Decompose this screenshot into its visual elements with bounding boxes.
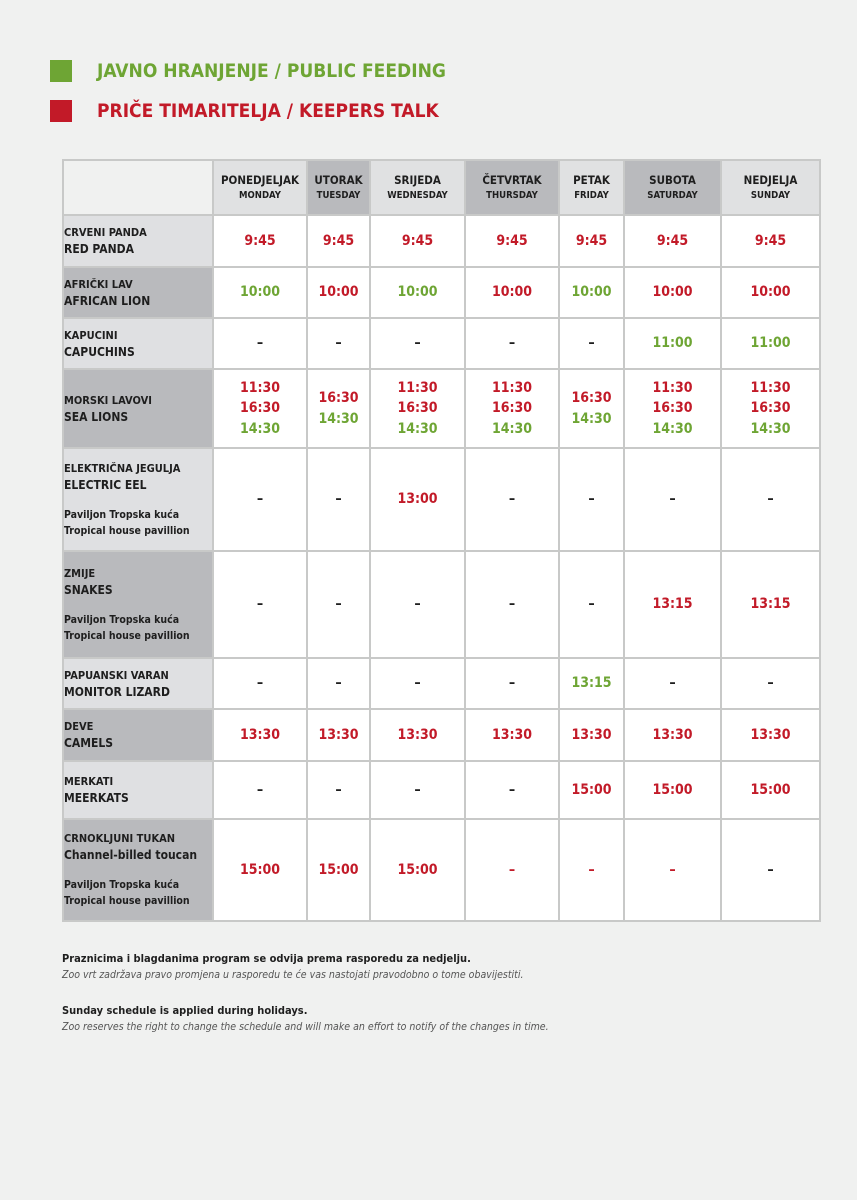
keepers-talk-time: 10:00 (652, 284, 693, 301)
no-event-dash: – (588, 335, 595, 352)
schedule-cell (559, 448, 624, 551)
keepers-talk-time: 13:30 (750, 726, 791, 743)
no-event-dash: – (414, 335, 421, 352)
schedule-cell (213, 819, 307, 921)
no-event-dash: – (414, 781, 421, 798)
no-event-dash: – (767, 491, 774, 508)
keepers-talk-time: 11:30 (750, 379, 791, 396)
public-feeding-time: 10:00 (571, 284, 612, 301)
schedule-cell (307, 318, 370, 369)
keepers-talk-time: 13:15 (750, 596, 791, 613)
schedule-cell (370, 369, 465, 448)
pavilion-note (64, 877, 212, 909)
public-feeding-time: 14:30 (491, 420, 533, 437)
schedule-cell (370, 819, 465, 921)
schedule-cell (213, 658, 307, 709)
schedule-cell (624, 551, 721, 658)
schedule-table (62, 159, 821, 922)
keepers-talk-time: 13:30 (491, 726, 533, 743)
schedule-cell (465, 709, 559, 761)
animal-name-hr: MORSKI LAVOVI (64, 393, 152, 407)
public-feeding-time: 11:00 (750, 335, 791, 352)
animal-name-hr: PAPUANSKI VARAN (64, 668, 169, 682)
public-feeding-time: 13:15 (571, 675, 612, 692)
keepers-talk-time: 11:30 (491, 379, 533, 396)
pavilion-line: Paviljon Tropska kuća (64, 508, 180, 521)
no-event-dash: – (588, 491, 595, 508)
animal-name-hr: DEVE (64, 720, 94, 733)
day-name-en: SATURDAY (647, 189, 698, 201)
schedule-cell (213, 761, 307, 819)
red-square-icon (50, 100, 72, 122)
schedule-cell (624, 267, 721, 318)
no-event-dash: – (508, 335, 516, 352)
animal-name-en: MEERKATS (64, 791, 129, 805)
day-name-hr: NEDJELJA (743, 172, 798, 187)
legend-public-feeding (50, 51, 446, 91)
keepers-talk-time: 13:00 (397, 491, 438, 508)
schedule-cell (370, 448, 465, 551)
schedule-cell (624, 819, 721, 921)
animal-cell (63, 369, 213, 448)
schedule-cell (213, 448, 307, 551)
no-event-dash: – (414, 596, 421, 613)
animal-cell (63, 761, 213, 819)
schedule-cell (370, 551, 465, 658)
schedule-cell (465, 318, 559, 369)
green-square-icon (50, 60, 72, 82)
schedule-cell (213, 215, 307, 267)
table-row (63, 448, 820, 551)
no-event-dash: – (256, 491, 264, 508)
schedule-cell (721, 267, 820, 318)
day-name-hr: PONEDJELJAK (220, 172, 300, 187)
schedule-cell (559, 551, 624, 658)
schedule-cell (307, 448, 370, 551)
schedule-cell (307, 267, 370, 318)
schedule-cell (721, 448, 820, 551)
schedule-cell (721, 551, 820, 658)
schedule-cell (307, 709, 370, 761)
keepers-talk-time: 16:30 (750, 400, 791, 417)
day-name-hr: ČETVRTAK (482, 172, 542, 187)
public-feeding-time: 14:30 (750, 420, 791, 437)
header-row (63, 160, 820, 215)
keepers-talk-time: 16:30 (239, 400, 281, 417)
schedule-cell (559, 215, 624, 267)
pavilion-note (64, 507, 212, 539)
schedule-cell (624, 658, 721, 709)
no-event-dash: – (669, 675, 676, 692)
animal-name-en: SNAKES (64, 582, 113, 597)
day-header-thursday (465, 160, 559, 215)
animal-name-hr: CRVENI PANDA (64, 226, 147, 239)
schedule-cell (465, 369, 559, 448)
day-name-hr: SUBOTA (649, 172, 696, 187)
table-row (63, 761, 820, 819)
no-event-dash: – (508, 491, 516, 508)
schedule-cell (213, 369, 307, 448)
schedule-cell (465, 819, 559, 921)
keepers-talk-time: 9:45 (656, 232, 689, 249)
schedule-cell (465, 267, 559, 318)
animal-name-en: AFRICAN LION (64, 293, 151, 308)
animal-name-en: Channel-billed toucan (64, 848, 198, 862)
legend-keepers-talk-label: PRIČE TIMARITELJA / KEEPERS TALK (97, 100, 439, 122)
animal-name-hr: AFRIČKI LAV (64, 277, 133, 291)
pavilion-line: Tropical house pavillion (64, 895, 190, 907)
no-event-dash: – (256, 781, 264, 798)
day-name-hr: UTORAK (314, 172, 363, 187)
no-event-dash: – (256, 675, 264, 692)
table-row (63, 318, 820, 369)
keepers-talk-time: 16:30 (397, 400, 438, 417)
note-hr-holidays: Praznicima i blagdanima program se odvija prema rasporedu za nedjelju. (62, 952, 471, 965)
keepers-talk-time: 11:30 (652, 379, 693, 396)
keepers-talk-time: 15:00 (750, 781, 791, 798)
day-name-hr: SRIJEDA (394, 172, 441, 187)
animal-name-hr: ELEKTRIČNA JEGULJA (64, 461, 181, 475)
day-name-en: THURSDAY (486, 189, 538, 201)
pavilion-line: Paviljon Tropska kuća (64, 613, 180, 626)
animal-name-hr: MERKATI (64, 775, 114, 788)
schedule-body (63, 215, 820, 921)
public-feeding-time: 14:30 (397, 420, 438, 437)
day-header-wednesday (370, 160, 465, 215)
day-name-en: SUNDAY (750, 189, 791, 201)
no-event-dash: – (335, 596, 342, 613)
day-header-friday (559, 160, 624, 215)
keepers-talk-time: 9:45 (575, 232, 608, 249)
day-header-saturday (624, 160, 721, 215)
public-feeding-time: 10:00 (397, 284, 438, 301)
schedule-cell (213, 551, 307, 658)
no-event-dash: – (767, 861, 774, 878)
schedule-cell (213, 318, 307, 369)
schedule-cell (465, 658, 559, 709)
schedule-cell (307, 369, 370, 448)
day-name-en: TUESDAY (316, 189, 361, 201)
schedule-cell (465, 215, 559, 267)
day-header-sunday (721, 160, 820, 215)
keepers-talk-time: 9:45 (754, 232, 787, 249)
public-feeding-time: 11:00 (652, 335, 693, 352)
animal-name-en: SEA LIONS (64, 409, 129, 424)
schedule-cell (370, 709, 465, 761)
no-event-dash: – (414, 675, 421, 692)
schedule-cell (559, 369, 624, 448)
keepers-talk-time: 13:30 (397, 726, 438, 743)
schedule-cell (624, 318, 721, 369)
schedule-cell (213, 709, 307, 761)
keepers-talk-time: 16:30 (491, 400, 533, 417)
schedule-cell (307, 215, 370, 267)
keepers-talk-time: 13:15 (652, 596, 693, 613)
animal-cell (63, 551, 213, 658)
schedule-cell (624, 709, 721, 761)
animal-cell (63, 658, 213, 709)
note-hr-disclaimer: Zoo vrt zadržava pravo promjena u rasporedu te će vas nastojati pravodobno o tome obavijestiti. (62, 969, 524, 981)
schedule-cell (721, 819, 820, 921)
schedule-cell (721, 215, 820, 267)
no-event-dash: – (335, 781, 342, 798)
schedule-cell (721, 318, 820, 369)
pavilion-note (64, 612, 212, 644)
schedule-cell (721, 761, 820, 819)
no-event-dash: – (588, 861, 595, 878)
schedule-cell (370, 761, 465, 819)
schedule-cell (624, 761, 721, 819)
table-row (63, 267, 820, 318)
legend-public-feeding-label: JAVNO HRANJENJE / PUBLIC FEEDING (97, 60, 446, 82)
pavilion-line: Paviljon Tropska kuća (64, 879, 180, 891)
day-name-en: MONDAY (239, 189, 281, 201)
keepers-talk-time: 13:30 (652, 726, 693, 743)
animal-cell (63, 819, 213, 921)
keepers-talk-time: 13:30 (571, 726, 612, 743)
table-row (63, 819, 820, 921)
schedule-cell (465, 448, 559, 551)
animal-cell (63, 448, 213, 551)
keepers-talk-time: 11:30 (239, 379, 281, 396)
animal-name-en: CAPUCHINS (64, 344, 135, 359)
table-row (63, 658, 820, 709)
schedule-cell (370, 658, 465, 709)
schedule-cell (559, 761, 624, 819)
schedule-cell (721, 658, 820, 709)
keepers-talk-time: 10:00 (750, 284, 791, 301)
schedule-cell (624, 448, 721, 551)
schedule-cell (370, 215, 465, 267)
no-event-dash: – (669, 491, 676, 508)
public-feeding-time: 14:30 (318, 410, 359, 427)
note-en-holidays: Sunday schedule is applied during holidays. (62, 1004, 308, 1017)
pavilion-line: Tropical house pavillion (64, 629, 190, 642)
day-name-hr: PETAK (573, 172, 610, 187)
public-feeding-time: 14:30 (239, 420, 281, 437)
schedule-cell (307, 819, 370, 921)
keepers-talk-time: 10:00 (491, 284, 533, 301)
keepers-talk-time: 9:45 (401, 232, 434, 249)
schedule-cell (559, 267, 624, 318)
no-event-dash: – (508, 596, 516, 613)
no-event-dash: – (335, 335, 342, 352)
schedule-cell (213, 267, 307, 318)
animal-name-hr: CRNOKLJUNI TUKAN (64, 832, 176, 845)
animal-name-en: RED PANDA (64, 242, 134, 256)
keepers-talk-time: 15:00 (397, 861, 438, 878)
no-event-dash: – (256, 335, 264, 352)
no-event-dash: – (256, 596, 264, 613)
notes (62, 950, 549, 1036)
schedule-cell (370, 267, 465, 318)
schedule-cell (721, 709, 820, 761)
keepers-talk-time: 13:30 (318, 726, 359, 743)
table-row (63, 709, 820, 761)
schedule-cell (307, 761, 370, 819)
animal-name-hr: ZMIJE (64, 566, 96, 580)
no-event-dash: – (508, 861, 516, 878)
animal-name-hr: KAPUCINI (64, 328, 118, 342)
schedule-cell (624, 215, 721, 267)
keepers-talk-time: 9:45 (496, 232, 528, 249)
public-feeding-time: 10:00 (239, 284, 281, 301)
no-event-dash: – (588, 596, 595, 613)
day-header-monday (213, 160, 307, 215)
animal-cell (63, 709, 213, 761)
keepers-talk-time: 13:30 (239, 726, 281, 743)
keepers-talk-time: 16:30 (318, 390, 359, 406)
schedule-cell (559, 658, 624, 709)
animal-name-en: MONITOR LIZARD (64, 684, 170, 699)
keepers-talk-time: 16:30 (652, 400, 693, 417)
keepers-talk-time: 16:30 (571, 390, 612, 406)
animal-cell (63, 215, 213, 267)
day-name-en: FRIDAY (574, 189, 609, 201)
animal-name-en: ELECTRIC EEL (64, 477, 147, 492)
schedule-cell (624, 369, 721, 448)
day-name-en: WEDNESDAY (387, 189, 448, 201)
animal-cell (63, 318, 213, 369)
no-event-dash: – (335, 491, 342, 508)
no-event-dash: – (669, 861, 676, 878)
table-row (63, 215, 820, 267)
schedule-cell (307, 658, 370, 709)
legend (50, 51, 446, 131)
note-en-disclaimer: Zoo reserves the right to change the schedule and will make an effort to notify of the changes in time. (62, 1021, 549, 1033)
public-feeding-time: 14:30 (652, 420, 693, 437)
keepers-talk-time: 15:00 (318, 861, 359, 878)
animal-cell (63, 267, 213, 318)
schedule-cell (559, 709, 624, 761)
schedule-cell (465, 761, 559, 819)
keepers-talk-time: 11:30 (397, 379, 438, 396)
pavilion-line: Tropical house pavillion (64, 524, 190, 537)
animal-name-en: CAMELS (64, 736, 114, 750)
table-row (63, 551, 820, 658)
no-event-dash: – (767, 675, 774, 692)
keepers-talk-time: 15:00 (571, 781, 612, 798)
keepers-talk-time: 9:45 (322, 232, 355, 249)
public-feeding-time: 14:30 (571, 410, 612, 427)
schedule-cell (559, 819, 624, 921)
no-event-dash: – (335, 675, 342, 692)
legend-keepers-talk (50, 91, 446, 131)
schedule-cell (465, 551, 559, 658)
keepers-talk-time: 15:00 (239, 861, 281, 878)
schedule-cell (559, 318, 624, 369)
keepers-talk-time: 15:00 (652, 781, 693, 798)
schedule-cell (721, 369, 820, 448)
schedule-cell (370, 318, 465, 369)
keepers-talk-time: 9:45 (244, 232, 276, 249)
corner-cell (63, 160, 213, 215)
no-event-dash: – (508, 675, 516, 692)
table-row (63, 369, 820, 448)
schedule-cell (307, 551, 370, 658)
keepers-talk-time: 10:00 (318, 284, 359, 301)
no-event-dash: – (508, 781, 516, 798)
day-header-tuesday (307, 160, 370, 215)
